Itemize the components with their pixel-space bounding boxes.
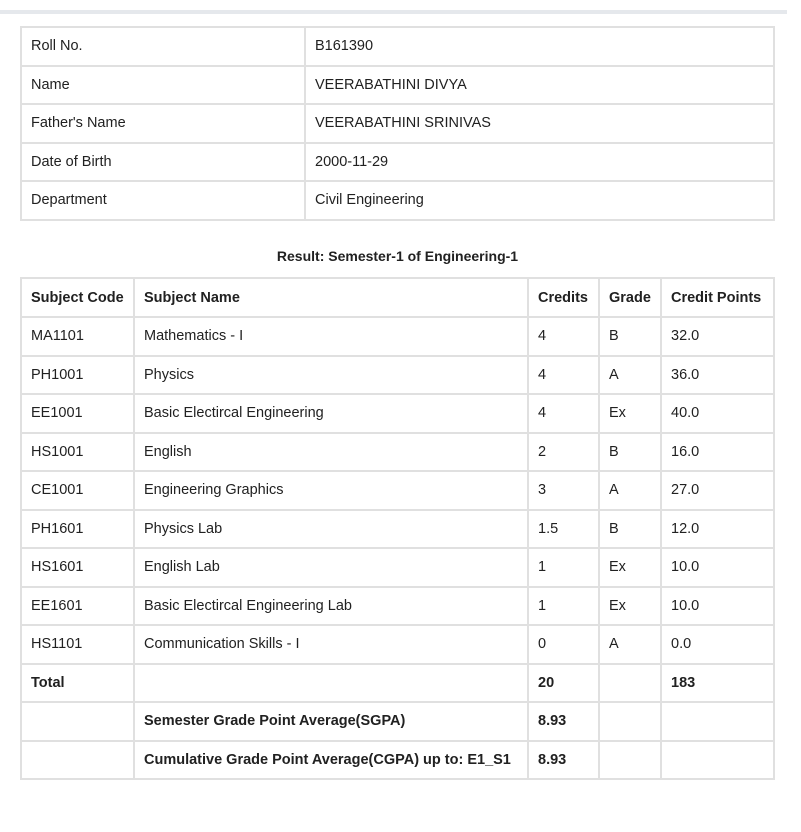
- info-value: VEERABATHINI DIVYA: [305, 66, 774, 105]
- subject-grade: B: [599, 433, 661, 472]
- cgpa-empty-points: [661, 741, 774, 780]
- subject-name: Communication Skills - I: [134, 625, 528, 664]
- subject-grade: A: [599, 625, 661, 664]
- sgpa-label: Semester Grade Point Average(SGPA): [134, 702, 528, 741]
- header-credits: Credits: [528, 278, 599, 317]
- header-credit-points: Credit Points: [661, 278, 774, 317]
- subject-credits: 1: [528, 587, 599, 626]
- table-row: [21, 394, 774, 433]
- subject-credit-points: 36.0: [661, 356, 774, 395]
- subject-name: Engineering Graphics: [134, 471, 528, 510]
- subject-credits: 1: [528, 548, 599, 587]
- table-row: [21, 625, 774, 664]
- subject-grade: Ex: [599, 394, 661, 433]
- info-value: Civil Engineering: [305, 181, 774, 220]
- subject-name: Basic Electircal Engineering Lab: [134, 587, 528, 626]
- subject-code: HS1101: [21, 625, 134, 664]
- info-value: B161390: [305, 27, 774, 66]
- subject-name: English Lab: [134, 548, 528, 587]
- total-empty-grade: [599, 664, 661, 703]
- top-divider: [0, 10, 787, 14]
- subject-credits: 3: [528, 471, 599, 510]
- info-label: Father's Name: [21, 104, 305, 143]
- subject-credit-points: 12.0: [661, 510, 774, 549]
- subject-name: English: [134, 433, 528, 472]
- info-row-fathers-name: [21, 104, 774, 143]
- subject-name: Physics: [134, 356, 528, 395]
- info-label: Name: [21, 66, 305, 105]
- table-row: [21, 433, 774, 472]
- subject-credits: 1.5: [528, 510, 599, 549]
- table-row: [21, 356, 774, 395]
- info-row-department: [21, 181, 774, 220]
- grades-header-row: [21, 278, 774, 317]
- info-label: Roll No.: [21, 27, 305, 66]
- total-credits: 20: [528, 664, 599, 703]
- sgpa-empty-grade: [599, 702, 661, 741]
- info-label: Date of Birth: [21, 143, 305, 182]
- subject-credits: 0: [528, 625, 599, 664]
- table-row: [21, 587, 774, 626]
- subject-grade: Ex: [599, 587, 661, 626]
- subject-code: CE1001: [21, 471, 134, 510]
- subject-credits: 4: [528, 356, 599, 395]
- subject-code: EE1001: [21, 394, 134, 433]
- total-label: Total: [21, 664, 134, 703]
- subject-credits: 4: [528, 394, 599, 433]
- info-value: VEERABATHINI SRINIVAS: [305, 104, 774, 143]
- subject-grade: A: [599, 471, 661, 510]
- subject-rows: [21, 317, 774, 664]
- sgpa-empty-points: [661, 702, 774, 741]
- subject-credit-points: 0.0: [661, 625, 774, 664]
- grades-table: [20, 277, 775, 780]
- cgpa-value: 8.93: [528, 741, 599, 780]
- table-row: [21, 548, 774, 587]
- subject-code: PH1601: [21, 510, 134, 549]
- subject-grade: B: [599, 317, 661, 356]
- subject-credit-points: 40.0: [661, 394, 774, 433]
- total-row: [21, 664, 774, 703]
- subject-grade: Ex: [599, 548, 661, 587]
- info-label: Department: [21, 181, 305, 220]
- subject-credit-points: 10.0: [661, 548, 774, 587]
- cgpa-label: Cumulative Grade Point Average(CGPA) up to: E1_S1: [134, 741, 528, 780]
- info-row-roll-no: [21, 27, 774, 66]
- subject-code: MA1101: [21, 317, 134, 356]
- subject-code: EE1601: [21, 587, 134, 626]
- cgpa-row: [21, 741, 774, 780]
- result-title: Result: Semester-1 of Engineering-1: [276, 248, 519, 264]
- subject-code: HS1001: [21, 433, 134, 472]
- subject-credit-points: 27.0: [661, 471, 774, 510]
- table-row: [21, 317, 774, 356]
- subject-name: Physics Lab: [134, 510, 528, 549]
- table-row: [21, 510, 774, 549]
- cgpa-empty: [21, 741, 134, 780]
- sgpa-row: [21, 702, 774, 741]
- header-subject-name: Subject Name: [134, 278, 528, 317]
- header-grade: Grade: [599, 278, 661, 317]
- total-empty: [134, 664, 528, 703]
- sgpa-value: 8.93: [528, 702, 599, 741]
- subject-credit-points: 10.0: [661, 587, 774, 626]
- student-info-body: [21, 27, 774, 220]
- cgpa-empty-grade: [599, 741, 661, 780]
- header-subject-code: Subject Code: [21, 278, 134, 317]
- info-value: 2000-11-29: [305, 143, 774, 182]
- table-row: [21, 471, 774, 510]
- subject-name: Mathematics - I: [134, 317, 528, 356]
- info-row-name: [21, 66, 774, 105]
- subject-credit-points: 16.0: [661, 433, 774, 472]
- subject-credits: 4: [528, 317, 599, 356]
- subject-code: PH1001: [21, 356, 134, 395]
- total-credit-points: 183: [661, 664, 774, 703]
- subject-credit-points: 32.0: [661, 317, 774, 356]
- info-row-date-of-birth: [21, 143, 774, 182]
- subject-credits: 2: [528, 433, 599, 472]
- subject-name: Basic Electircal Engineering: [134, 394, 528, 433]
- subject-grade: B: [599, 510, 661, 549]
- subject-code: HS1601: [21, 548, 134, 587]
- sgpa-empty: [21, 702, 134, 741]
- subject-grade: A: [599, 356, 661, 395]
- student-info-table: [20, 26, 775, 221]
